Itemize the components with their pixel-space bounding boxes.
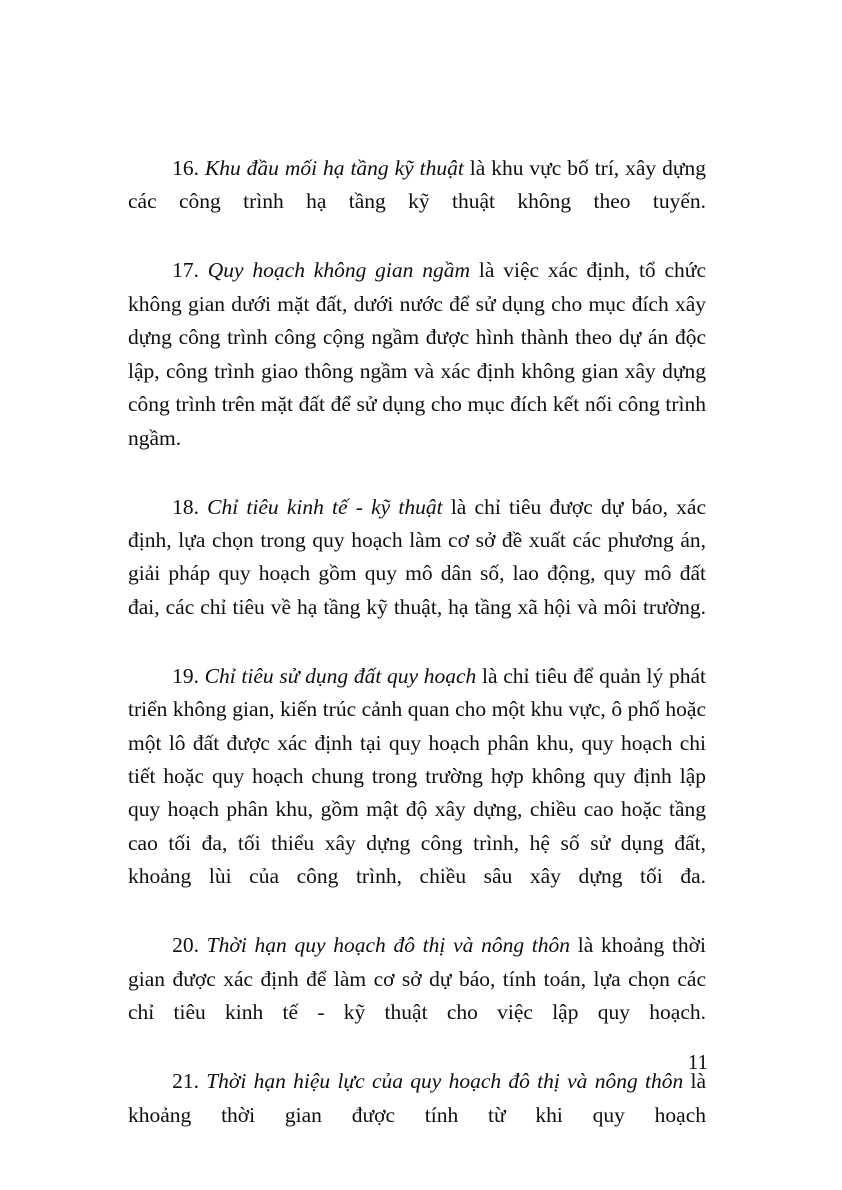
paragraph-17 <box>128 254 706 488</box>
paragraph-18 <box>128 491 706 658</box>
paragraph-number: 18. <box>172 494 199 519</box>
paragraph-number: 16. <box>172 156 199 180</box>
paragraph-body: là khoảng thời gian được tính từ khi quy hoạch <box>128 1069 706 1127</box>
paragraph-number: 19. <box>172 663 199 688</box>
paragraph-body: là việc xác định, tổ chức không gian dưới mặt đất, dưới nước để sử dụng cho mục đích xây dựng công trình công cộng ngầm được hình thành theo dự án độc lập, công trình giao thông ngầm và xác định không gian xây dựng công trình trên mặt đất để sử dụng cho mục đích kết nối công trình ngầm. <box>128 258 707 450</box>
paragraph-number: 17. <box>172 258 199 283</box>
defined-term: Thời hạn quy hoạch đô thị và nông thôn <box>206 933 571 958</box>
paragraph-21 <box>128 1065 706 1165</box>
paragraph-body: là khu vực bố trí, xây dựng các công trình hạ tầng kỹ thuật không theo tuyến. <box>128 156 706 214</box>
defined-term: Quy hoạch không gian ngầm <box>207 258 471 283</box>
page-body-text <box>128 152 706 1168</box>
defined-term: Chỉ tiêu sử dụng đất quy hoạch <box>204 663 477 688</box>
defined-term: Thời hạn hiệu lực của quy hoạch đô thị và nông thôn <box>206 1069 684 1094</box>
paragraph-16 <box>128 152 706 252</box>
defined-term: Khu đầu mối hạ tầng kỹ thuật <box>204 156 464 180</box>
page-number: 11 <box>687 1050 708 1074</box>
paragraph-20 <box>128 929 706 1063</box>
paragraph-number: 21. <box>172 1069 199 1094</box>
paragraph-number: 20. <box>172 933 199 958</box>
defined-term: Chỉ tiêu kinh tế - kỹ thuật <box>207 494 443 519</box>
paragraph-body: là khoảng thời gian được xác định để làm cơ sở dự báo, tính toán, lựa chọn các chỉ tiêu kinh tế - kỹ thuật cho việc lập quy hoạch. <box>128 933 707 1025</box>
paragraph-19 <box>128 660 706 927</box>
paragraph-body: là chỉ tiêu được dự báo, xác định, lựa chọn trong quy hoạch làm cơ sở đề xuất các phương án, giải pháp quy hoạch gồm quy mô dân số, lao động, quy mô đất đai, các chỉ tiêu về hạ tầng kỹ thuật, hạ tầng xã hội và môi trường. <box>128 494 707 619</box>
paragraph-body: là chỉ tiêu để quản lý phát triển không gian, kiến trúc cảnh quan cho một khu vực, ô phố hoặc một lô đất được xác định tại quy hoạch phân khu, quy hoạch chi tiết hoặc quy hoạch chung trong trường hợp không quy định lập quy hoạch phân khu, gồm mật độ xây dựng, chiều cao hoặc tầng cao tối đa, tối thiểu xây dựng công trình, hệ số sử dụng đất, khoảng lùi của công trình, chiều sâu xây dựng tối đa. <box>128 663 706 889</box>
